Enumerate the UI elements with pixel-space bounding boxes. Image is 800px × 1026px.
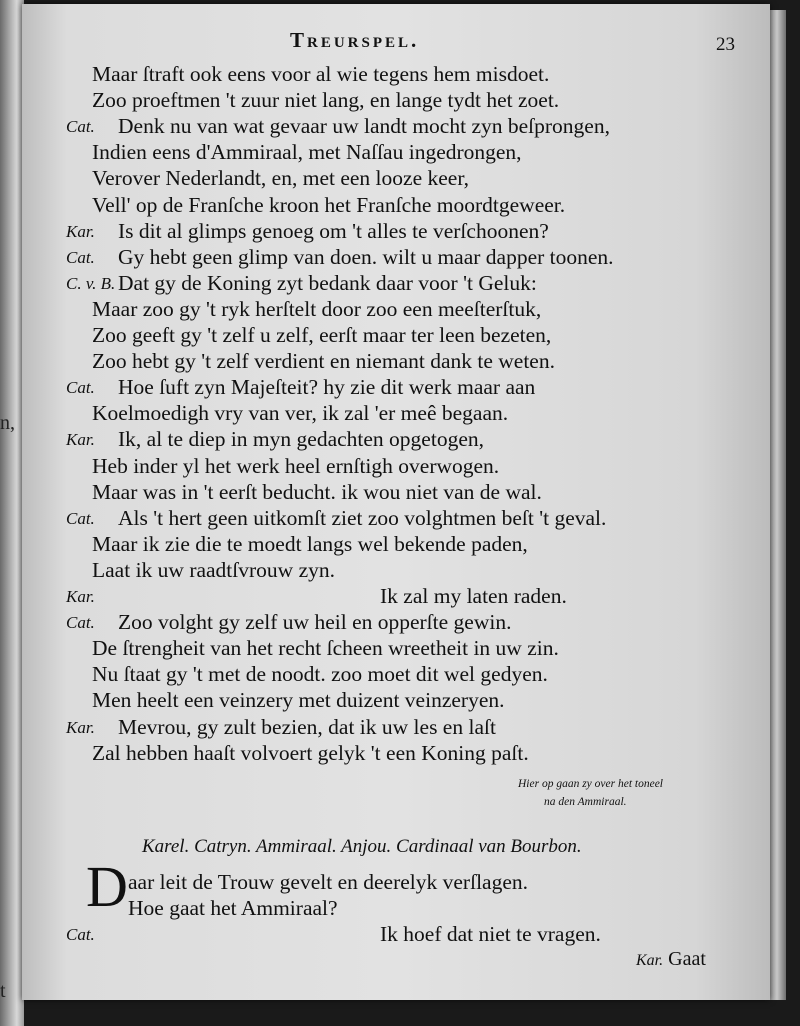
verse-line: Heb inder yl het werk heel ernſtigh overwogen.: [92, 453, 500, 478]
verse-line: Hoe ſuft zyn Majeſteit? hy zie dit werk maar aan: [118, 375, 536, 400]
catchword: [636, 948, 706, 971]
scene-line: aar leit de Trouw gevelt en deerelyk verſlagen.: [128, 870, 528, 894]
verse-line: Vell' op de Franſche kroon het Franſche moordtgeweer.: [92, 192, 566, 217]
stage-direction-line: Hier op gaan zy over het toneel: [518, 778, 663, 790]
verse-line: Zoo geeft gy 't zelf u zelf, eerſt maar ter leen bezeten,: [92, 323, 552, 347]
facing-page-edge: [0, 0, 24, 1026]
page-number: 23: [716, 34, 735, 55]
running-head: Treurspel.: [290, 28, 420, 52]
verse-line: Ik zal my laten raden.: [380, 584, 567, 608]
verse-line: Men heelt een veinzery met duizent veinzeryen.: [92, 688, 505, 713]
speaker-label: Cat.: [66, 613, 95, 633]
verse-line: Maar zoo gy 't ryk herſtelt door zoo een meeſterſtuk,: [92, 296, 542, 321]
speaker-label: Cat.: [66, 247, 95, 267]
verse-line: Mevrou, gy zult bezien, dat ik uw les en laſt: [118, 714, 496, 739]
scene-line: Hoe gaat het Ammiraal?: [128, 896, 338, 920]
verse-line: Zal hebben haaſt volvoert gelyk 't een Koning paſt.: [92, 740, 529, 765]
verse-line: Als 't hert geen uitkomſt ziet zoo volghtmen beſt 't geval.: [118, 505, 607, 530]
verse-line: Indien eens d'Ammiraal, met Naſſau ingedrongen,: [92, 140, 522, 165]
cast-list: Karel. Catryn. Ammiraal. Anjou. Cardinaal van Bourbon.: [142, 836, 582, 857]
speaker-label: Kar.: [66, 430, 95, 450]
page-stack-edge: [768, 10, 786, 1000]
catchword-speaker: Kar.: [636, 952, 664, 969]
verse-line: Laat ik uw raadtſvrouw zyn.: [92, 557, 335, 582]
speaker-label: Kar.: [66, 221, 95, 241]
verse-line: Dat gy de Koning zyt bedank daar voor 't Geluk:: [118, 270, 537, 295]
speaker-label: C. v. B.: [66, 273, 116, 293]
facing-page-fragment: n,: [0, 412, 15, 434]
speaker-label: Kar.: [66, 717, 95, 737]
verse-line: Ik, al te diep in myn gedachten opgetogen,: [118, 427, 484, 452]
stage-direction-line: na den Ammiraal.: [544, 796, 627, 808]
scene-line: Ik hoef dat niet te vragen.: [380, 922, 601, 946]
speaker-label: Cat.: [66, 378, 95, 398]
verse-line: Zoo volght gy zelf uw heil en opperſte gewin.: [118, 610, 512, 635]
verse-line: Denk nu van wat gevaar uw landt mocht zyn beſprongen,: [118, 114, 610, 139]
drop-cap: D: [86, 854, 128, 919]
verse-line: Maar ſtraft ook eens voor al wie tegens hem misdoet.: [92, 62, 550, 86]
verse-line: Zoo hebt gy 't zelf verdient en niemant dank te weten.: [92, 349, 555, 374]
speaker-label: Cat.: [66, 508, 95, 528]
speaker-label: Kar.: [66, 587, 95, 606]
catchword-text: Gaat: [668, 948, 706, 970]
verse-line: De ſtrengheit van het recht ſcheen wreetheit in uw zin.: [92, 636, 559, 661]
verse-line: Koelmoedigh vry van ver, ik zal 'er meê begaan.: [92, 401, 509, 426]
speaker-label: Cat.: [66, 117, 95, 137]
verse-line: Nu ſtaat gy 't met de noodt. zoo moet dit wel gedyen.: [92, 662, 548, 687]
verse-line: Gy hebt geen glimp van doen. wilt u maar dapper toonen.: [118, 244, 614, 269]
verse-line: Maar ik zie die te moedt langs wel bekende paden,: [92, 531, 528, 556]
verse-line: Maar was in 't eerſt beducht. ik wou niet van de wal.: [92, 479, 542, 504]
verse-line: Is dit al glimps genoeg om 't alles te verſchoonen?: [118, 218, 549, 243]
verse-line: Zoo proeftmen 't zuur niet lang, en lange tydt het zoet.: [92, 88, 560, 113]
facing-page-fragment: t: [0, 980, 6, 1002]
verse-line: Verover Nederlandt, en, met een looze keer,: [92, 166, 469, 191]
speaker-label: Cat.: [66, 925, 95, 944]
